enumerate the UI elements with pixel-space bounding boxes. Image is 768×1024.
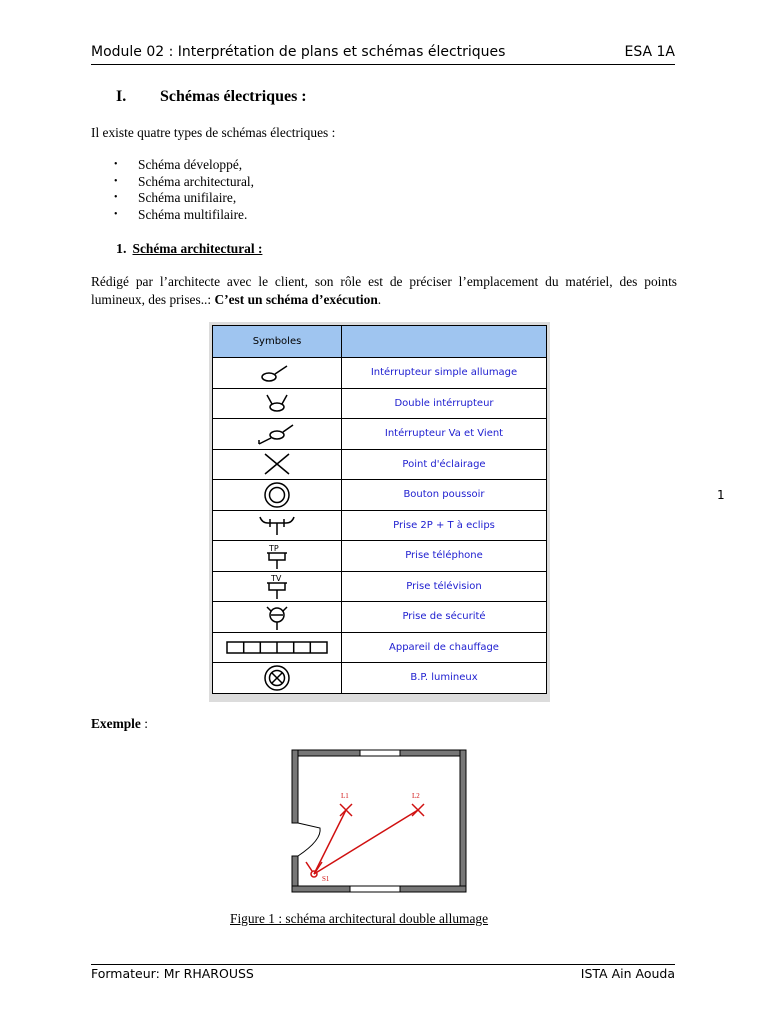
label-l1: L1 xyxy=(341,792,349,800)
list-item: • Schéma architectural, xyxy=(114,174,254,191)
wall-left-top xyxy=(292,750,298,823)
simple-switch-icon xyxy=(255,362,299,384)
tv-socket-glyph: TV xyxy=(271,574,282,584)
table-label: Appareil de chauffage xyxy=(342,632,547,663)
label-l2: L2 xyxy=(412,792,420,800)
table-row xyxy=(213,419,547,450)
footer-author: Formateur: Mr RHAROUSS xyxy=(91,966,254,981)
section-title: Schémas électriques : xyxy=(160,88,307,105)
types-list xyxy=(114,157,254,223)
table-header: Symboles xyxy=(213,326,342,358)
list-item: • Schéma multifilaire. xyxy=(114,207,254,224)
example-colon: : xyxy=(140,716,148,731)
wall-top-left xyxy=(292,750,360,756)
table-row xyxy=(213,358,547,389)
table-row xyxy=(213,541,547,572)
table-label: Prise télévision xyxy=(342,571,547,602)
phone-socket-icon xyxy=(257,542,297,570)
table-label: Bouton poussoir xyxy=(342,480,547,511)
push-button-icon xyxy=(257,481,297,509)
header-code: ESA 1A xyxy=(624,44,675,60)
header-title: Module 02 : Interprétation de plans et schémas électriques xyxy=(91,44,506,60)
table-label: B.P. lumineux xyxy=(342,663,547,694)
description-end: . xyxy=(377,292,382,307)
door-swing xyxy=(298,823,320,856)
window-bottom xyxy=(350,886,400,892)
table-row xyxy=(213,571,547,602)
table-header-row xyxy=(213,326,547,358)
security-socket-icon xyxy=(257,603,297,631)
intro-text: Il existe quatre types de schémas électriques : xyxy=(91,125,336,140)
list-item: • Schéma unifilaire, xyxy=(114,190,254,207)
table-label: Prise de sécurité xyxy=(342,602,547,633)
heater-icon xyxy=(225,639,329,655)
table-label: Prise 2P + T à eclips xyxy=(342,510,547,541)
table-row xyxy=(213,602,547,633)
subsection-number: 1. xyxy=(116,242,127,257)
description-bold: C’est un schéma d’exécution xyxy=(214,292,378,307)
subsection-heading xyxy=(116,241,262,258)
wall-bottom-right xyxy=(400,886,466,892)
table-row xyxy=(213,632,547,663)
floor-plan xyxy=(290,748,468,894)
figure-caption: Figure 1 : schéma architectural double allumage xyxy=(230,911,489,926)
table-row xyxy=(213,510,547,541)
table-label: Double intérrupteur xyxy=(342,388,547,419)
double-switch-icon xyxy=(255,391,299,415)
wall-bottom-left xyxy=(292,886,350,892)
page-footer xyxy=(91,964,675,981)
table-label: Intérrupteur Va et Vient xyxy=(342,419,547,450)
switch-s1-arm-a xyxy=(306,862,312,871)
subsection-title: Schéma architectural : xyxy=(132,241,263,256)
page-header xyxy=(91,42,675,65)
symbols-table xyxy=(212,325,547,694)
phone-socket-glyph: TP xyxy=(269,543,279,553)
table-label: Point d'éclairage xyxy=(342,449,547,480)
wiring xyxy=(306,804,424,877)
table-label: Intérrupteur simple allumage xyxy=(342,358,547,389)
example-label: Exemple xyxy=(91,716,141,731)
table-row xyxy=(213,449,547,480)
table-header-empty xyxy=(342,326,547,358)
table-label: Prise téléphone xyxy=(342,541,547,572)
footer-institution: ISTA Ain Aouda xyxy=(580,966,675,981)
page-number: 1 xyxy=(717,488,725,502)
lit-push-button-icon xyxy=(257,664,297,692)
tv-socket-icon xyxy=(257,572,297,600)
section-number: I. xyxy=(116,88,127,105)
list-item: • Schéma développé, xyxy=(114,157,254,174)
table-row xyxy=(213,480,547,511)
symbols-table-frame xyxy=(209,322,550,702)
table-row xyxy=(213,388,547,419)
window-top xyxy=(360,750,400,756)
table-row xyxy=(213,663,547,694)
label-s1: S1 xyxy=(322,875,330,883)
example-heading xyxy=(91,716,148,732)
socket-2p-t-icon xyxy=(252,513,302,537)
description-paragraph xyxy=(91,273,677,309)
wall-right xyxy=(460,750,466,892)
two-way-switch-icon xyxy=(247,422,307,446)
description-text: Rédigé par l’architecte avec le client, son rôle est de préciser l’emplacement du matériel, des points lumineux, des prises..: xyxy=(91,274,677,307)
light-point-icon xyxy=(257,452,297,476)
wall-top-right xyxy=(400,750,466,756)
